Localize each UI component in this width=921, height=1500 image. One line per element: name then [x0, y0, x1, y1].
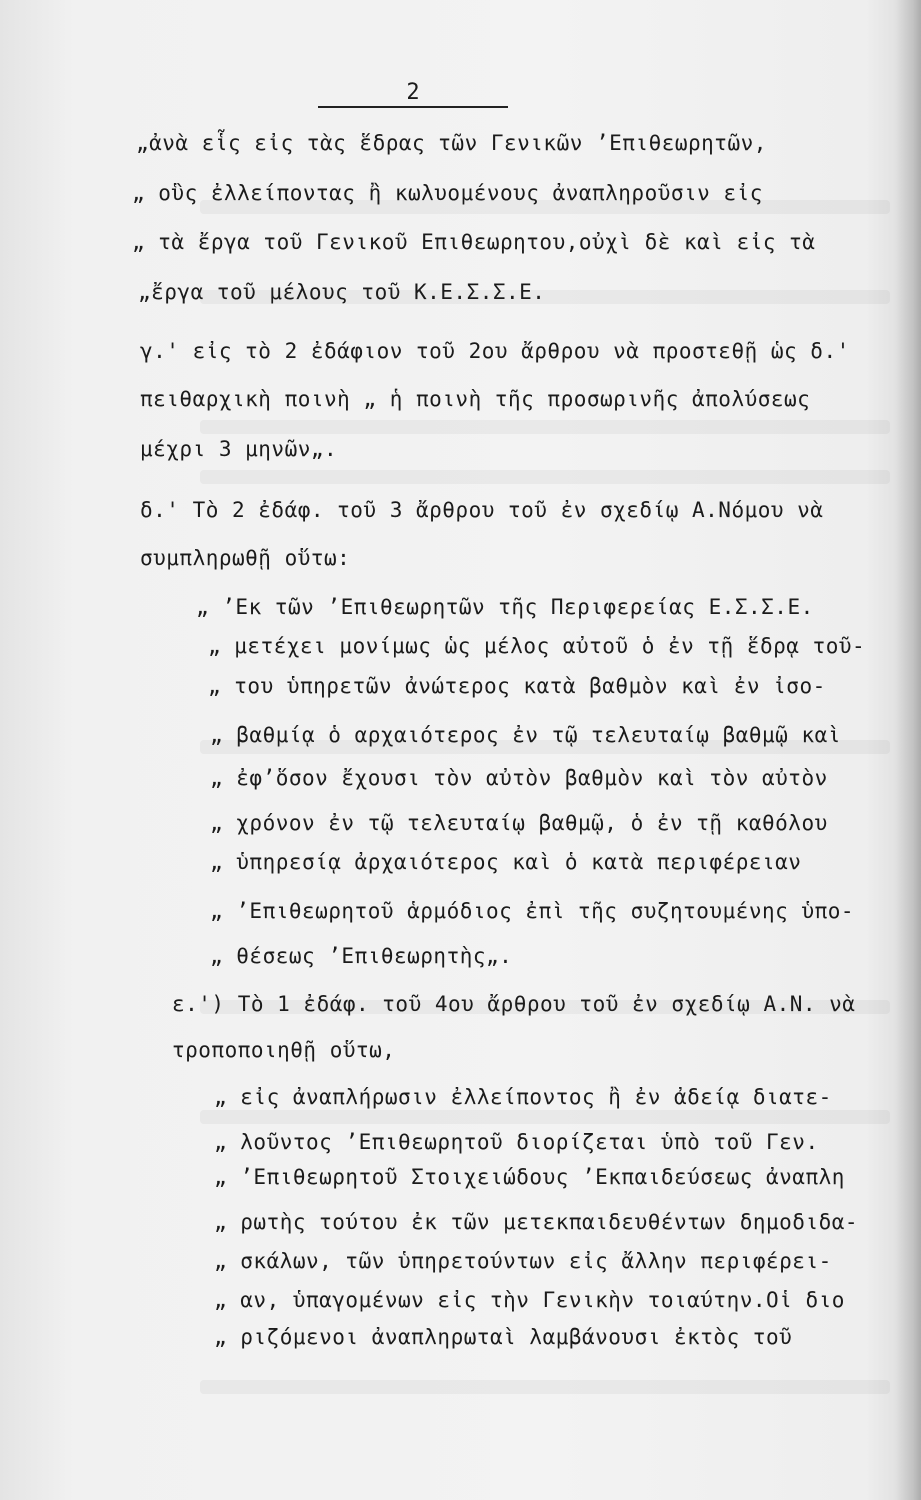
page-edge-shadow [895, 0, 921, 1500]
text-line: „ εἰς ἀναπλήρωσιν ἐλλείποντος ἢ ἐν ἀδείᾳ διατε- [214, 1085, 832, 1109]
text-line: δ.' Τὸ 2 ἐδάφ. τοῦ 3 ἄρθρου τοῦ ἐν σχεδίῳ Α.Νόμου νὰ [140, 498, 824, 522]
text-line: „ θέσεως ’Επιθεωρητὴς„. [210, 944, 513, 968]
text-line: γ.' εἰς τὸ 2 ἐδάφιον τοῦ 2ου ἄρθρου νὰ προστεθῇ ὡς δ.' [140, 339, 850, 363]
text-line: „ἀνὰ εἷς εἰς τὰς ἕδρας τῶν Γενικῶν ’Επιθεωρητῶν, [136, 131, 767, 155]
bleed-through-shadow [200, 1110, 890, 1124]
text-line: πειθαρχικὴ ποινὴ „ ἡ ποινὴ τῆς προσωρινῆς ἀπολύσεως [140, 387, 811, 411]
text-line: „ χρόνον ἐν τῷ τελευταίῳ βαθμῷ, ὁ ἐν τῇ καθόλου [210, 811, 828, 835]
text-line: „ ὑπηρεσίᾳ ἀρχαιότερος καὶ ὁ κατὰ περιφέρειαν [210, 850, 802, 874]
bleed-through-shadow [200, 1380, 890, 1394]
text-line: „ λοῦντος ’Επιθεωρητοῦ διορίζεται ὑπὸ τοῦ Γεν. [214, 1130, 819, 1154]
text-line: „ μετέχει μονίμως ὡς μέλος αὐτοῦ ὁ ἐν τῇ ἕδρᾳ τοῦ- [208, 634, 866, 658]
page-number: 2 [318, 82, 508, 108]
text-line: „ ’Εκ τῶν ’Επιθεωρητῶν τῆς Περιφερείας Ε.Σ.Σ.Ε. [196, 595, 814, 619]
text-line: „ τὰ ἔργα τοῦ Γενικοῦ Επιθεωρητου,οὐχὶ δὲ καὶ εἰς τὰ [132, 230, 816, 254]
bleed-through-shadow [200, 470, 890, 484]
text-line: συμπληρωθῇ οὕτω: [140, 546, 351, 570]
text-line: μέχρι 3 μηνῶν„. [140, 437, 338, 461]
text-line: τροποποιηθῇ οὕτω, [172, 1038, 396, 1062]
text-line: „ του ὑπηρετῶν ἀνώτερος κατὰ βαθμὸν καὶ ἐν ἰσο- [208, 674, 826, 698]
text-line: ε.') Τὸ 1 ἐδάφ. τοῦ 4ου ἄρθρου τοῦ ἐν σχεδίῳ Α.Ν. νὰ [172, 992, 856, 1016]
bleed-through-shadow [200, 420, 890, 434]
text-line: „ βαθμίᾳ ὁ αρχαιότερος ἐν τῷ τελευταίῳ βαθμῷ καὶ [210, 723, 841, 747]
text-line: „ αν, ὑπαγομένων εἰς τὴν Γενικὴν τοιαύτην.Οἱ διο [214, 1288, 845, 1312]
text-line: „ ἐφ’ὅσον ἔχουσι τὸν αὐτὸν βαθμὸν καὶ τὸν αὐτὸν [210, 766, 828, 790]
text-line: „ οὓς ἐλλείποντας ἢ κωλυομένους ἀναπληροῦσιν εἰς [132, 181, 763, 205]
text-line: „ἔργα τοῦ μέλους τοῦ Κ.Ε.Σ.Σ.Ε. [138, 280, 546, 304]
text-line: „ ρωτὴς τούτου ἐκ τῶν μετεκπαιδευθέντων δημοδιδα- [214, 1210, 859, 1234]
text-line: „ σκάλων, τῶν ὑπηρετούντων εἰς ἄλλην περιφέρει- [214, 1249, 832, 1273]
text-line: „ ριζόμενοι ἀναπληρωταὶ λαμβάνουσι ἐκτὸς τοῦ [214, 1325, 793, 1349]
text-line: „ ’Επιθεωρητοῦ Στοιχειώδους ’Εκπαιδεύσεως ἀναπλη [214, 1165, 845, 1189]
text-line: „ ’Επιθεωρητοῦ ἁρμόδιος ἐπὶ τῆς συζητουμένης ὑπο- [210, 899, 855, 923]
